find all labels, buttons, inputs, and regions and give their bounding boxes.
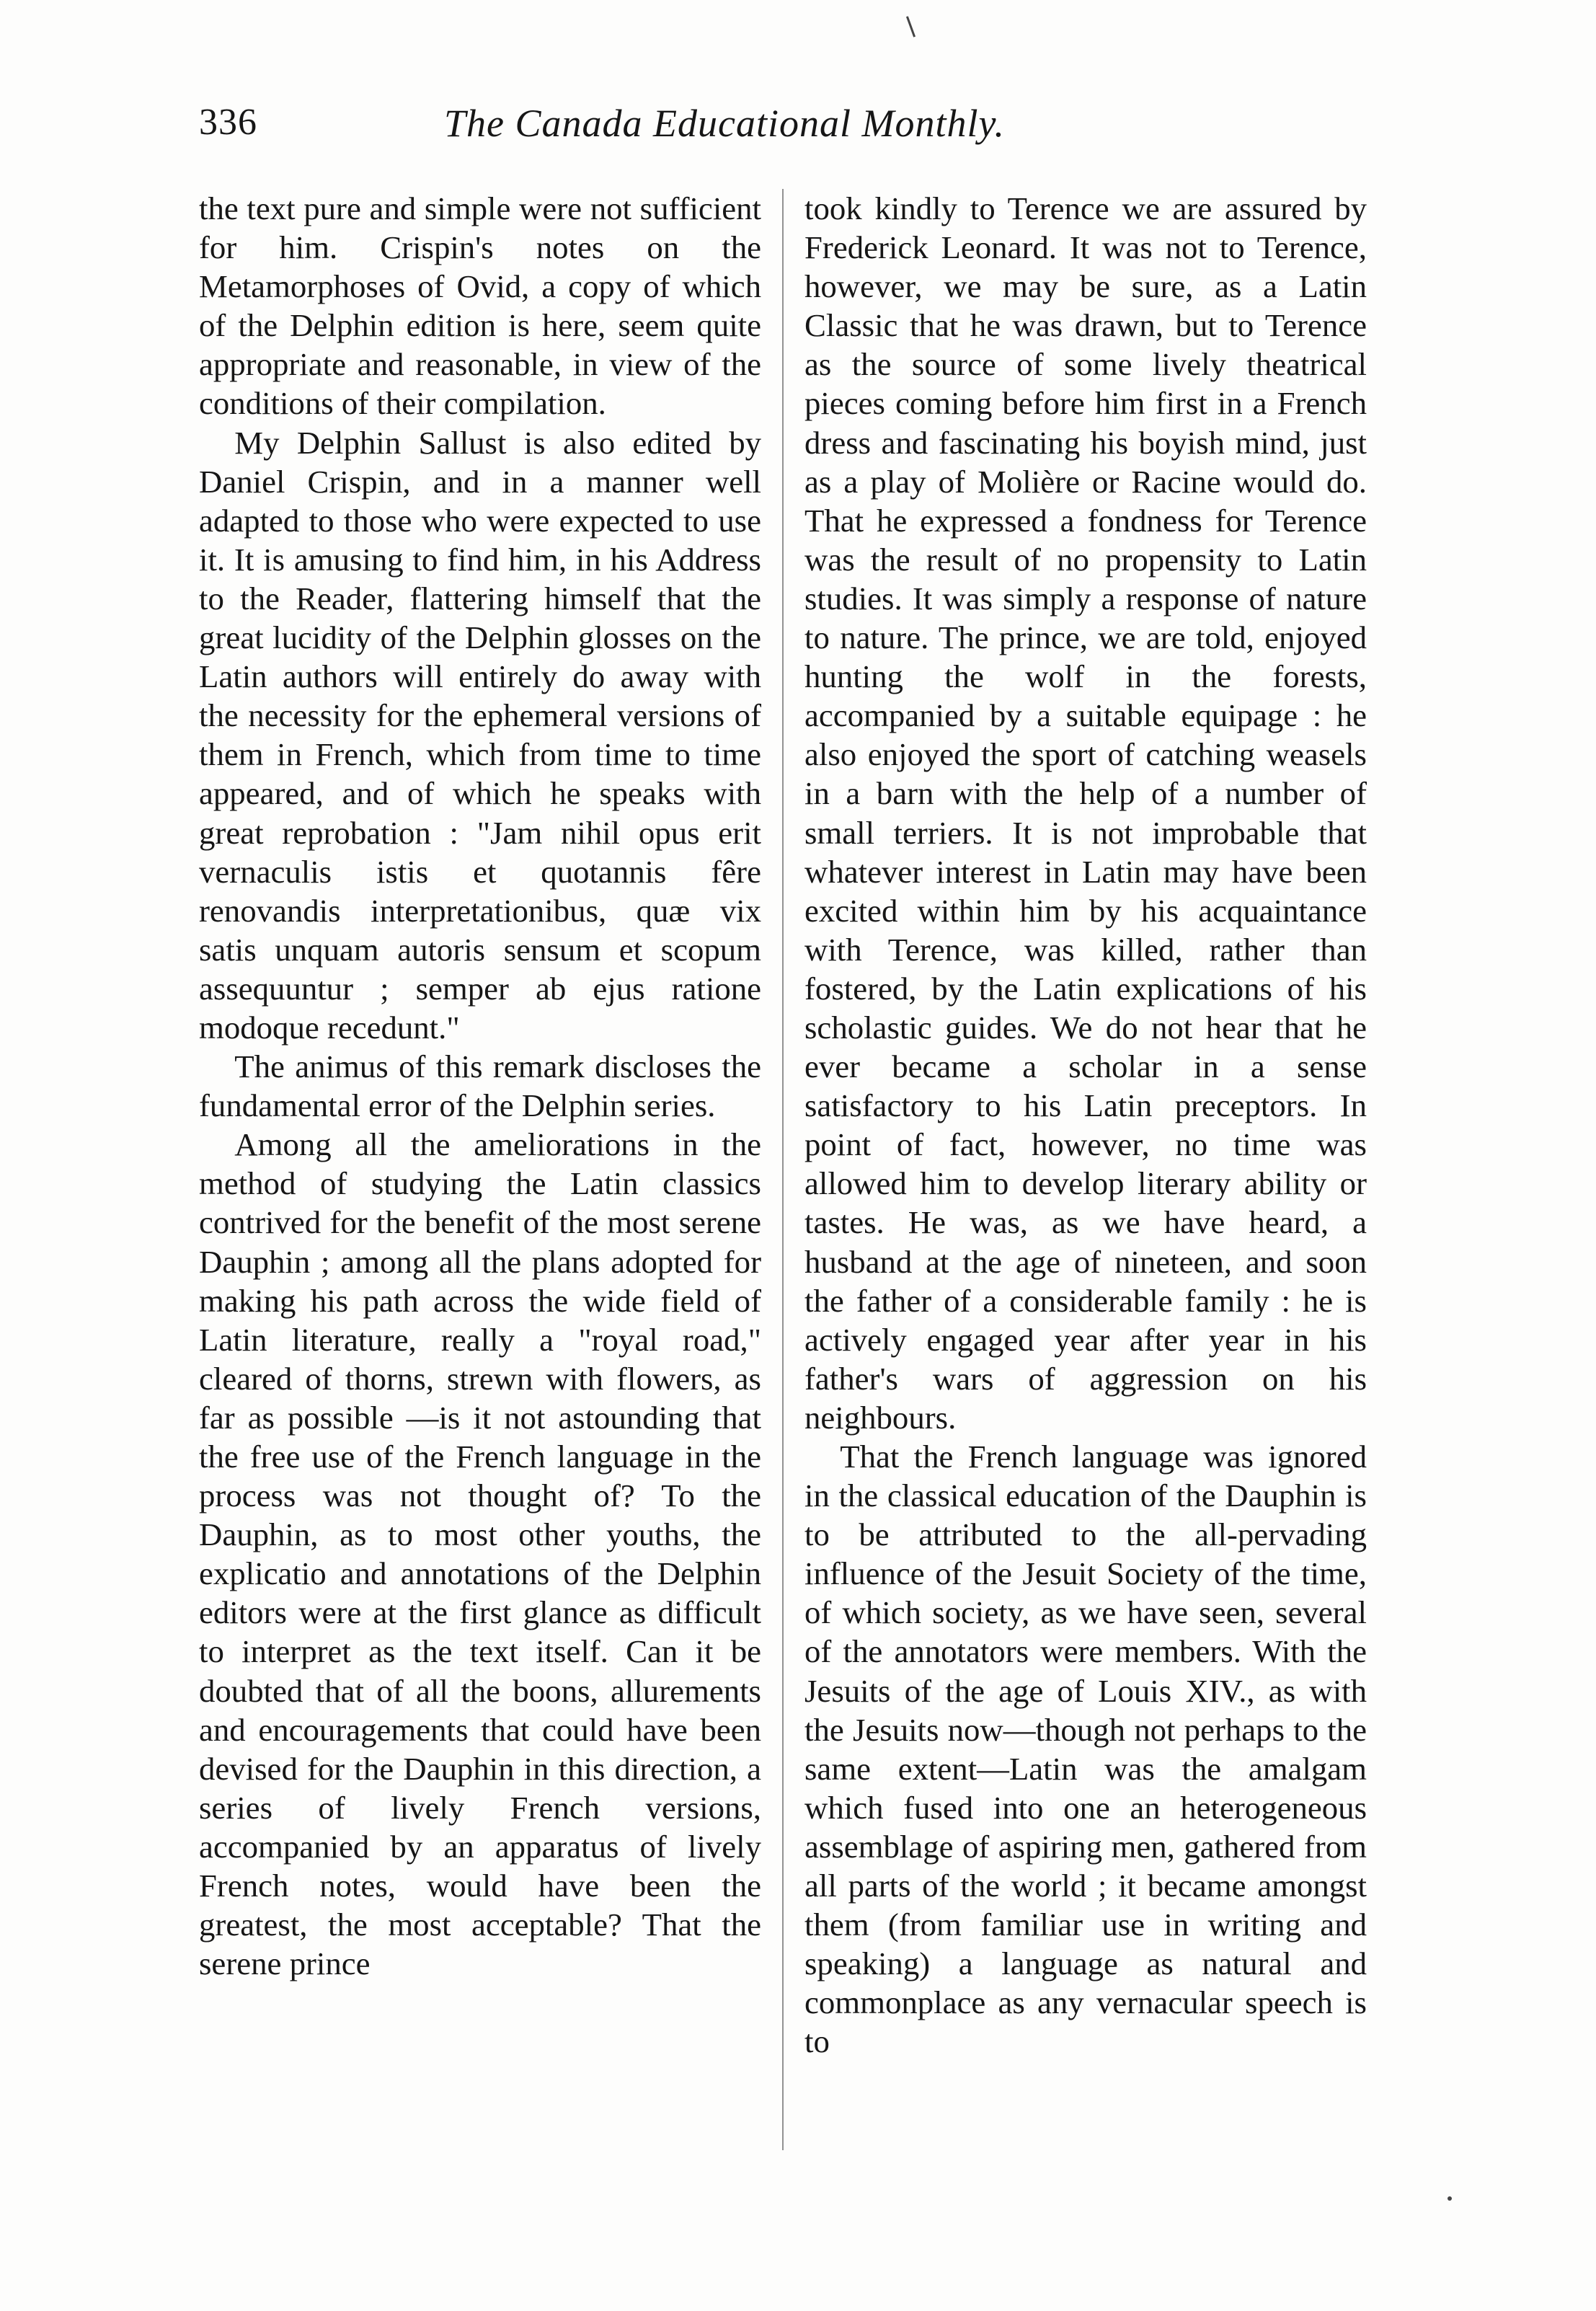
paragraph: Among all the ameliorations in the method of studying the Latin classics contrived for the benefit of the most serene Dauphin ; among all the plans adopted for making his path across the wide field of Latin literature, really a "royal road," cleared of thorns, strewn with flowers, as far as possible —is it not astounding that the free use of the French language in the process was not thought of? To the Dauphin, as to most other youths, the explicatio and annotations of the Delphin editors were at the first glance as difficult to interpret as the text itself. Can it be doubted that of all the boons, allurements and encouragements that could have been devised for the Dauphin in this direction, a series of lively French versions, accompanied by an apparatus of lively French notes, would have been the greatest, the most acceptable? That the serene prince [199,1126,761,1982]
column-divider [782,189,784,2150]
paragraph: The animus of this remark discloses the fundamental error of the Delphin series. [199,1048,761,1124]
left-column [199,189,761,2165]
journal-title: The Canada Educational Monthly. [444,102,1005,145]
right-column [804,189,1367,2165]
page-number: 336 [199,102,257,143]
running-header [199,101,1107,159]
scan-speck [1448,2196,1452,2201]
paragraph: the text pure and simple were not sufficient for him. Crispin's notes on the Metamorphoses of Ovid, a copy of which of the Delphin edition is here, seem quite appropriate and reasonable, in view of the conditions of their compilation. [199,190,761,422]
paragraph: That the French language was ignored in the classical education of the Dauphin is to be attributed to the all-pervading influence of the Jesuit Society of the time, of which society, as we have seen, several of the annotators were members. With the Jesuits of the age of Louis XIV., as with the Jesuits now—though not perhaps to the same extent—Latin was the amalgam which fused into one an heterogeneous assemblage of aspiring men, gathered from all parts of the world ; it became amongst them (from familiar use in writing and speaking) a language as natural and commonplace as any vernacular speech is to [804,1439,1367,2060]
scan-mark [906,16,916,37]
paragraph: My Delphin Sallust is also edited by Daniel Crispin, and in a manner well adapted to those who were expected to use it. It is amusing to find him, in his Address to the Reader, flattering himself that the great lucidity of the Delphin glosses on the Latin authors will entirely do away with the necessity for the ephemeral versions of them in French, which from time to time appeared, and of which he speaks with great reprobation : "Jam nihil opus erit vernaculis istis et quotannis fêre renovandis interpretationibus, quæ vix satis unquam autoris sensum et scopum assequuntur ; semper ab ejus ratione modoque recedunt." [199,424,761,1046]
paragraph: took kindly to Terence we are assured by Frederick Leonard. It was not to Terence, however, we may be sure, as a Latin Classic that he was drawn, but to Terence as the source of some lively theatrical pieces coming before him first in a French dress and fascinating his boyish mind, just as a play of Molière or Racine would do. That he expressed a fondness for Terence was the result of no propensity to Latin studies. It was simply a response of nature to nature. The prince, we are told, enjoyed hunting the wolf in the forests, accompanied by a suitable equipage : he also enjoyed the sport of catching weasels in a barn with the help of a number of small terriers. It is not improbable that whatever interest in Latin may have been excited within him by his acquaintance with Terence, was killed, rather than fostered, by the Latin explications of his scholastic guides. We do not hear that he ever became a scholar in a sense satisfactory to his Latin preceptors. In point of fact, however, no time was allowed him to develop literary ability or tastes. He was, as we have heard, a husband at the age of nineteen, and soon the father of a considerable family : he is actively engaged year after year in his father's wars of aggression on his neighbours. [804,190,1367,1436]
